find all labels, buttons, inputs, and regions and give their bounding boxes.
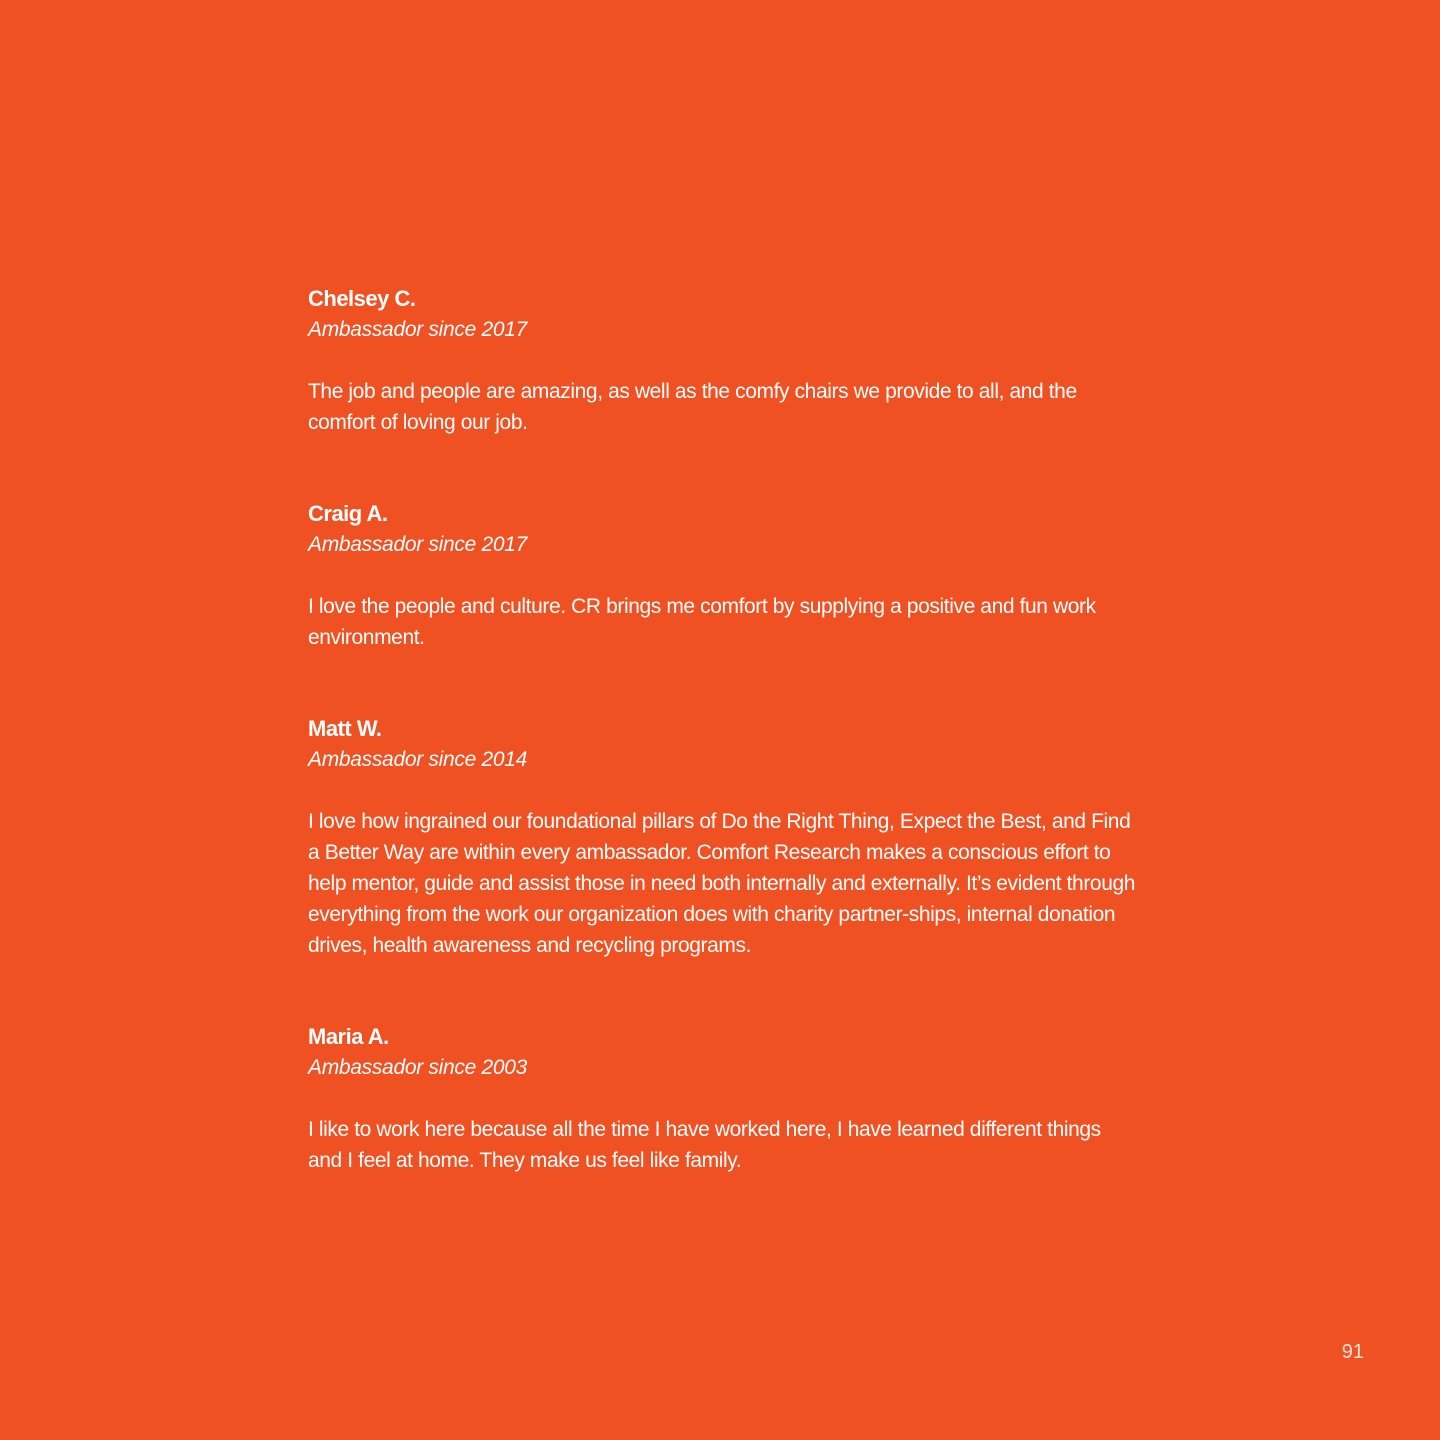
testimonial-name: Chelsey C.	[308, 286, 416, 311]
testimonial-name: Matt W.	[308, 716, 382, 741]
testimonial-since: Ambassador since 2017	[308, 533, 527, 556]
testimonials-list	[308, 283, 1138, 1236]
testimonial-quote: I like to work here because all the time I have worked here, I have learned different things and I feel at home. They make us feel like family.	[308, 1118, 1101, 1172]
testimonial-since: Ambassador since 2017	[308, 318, 527, 341]
testimonial-quote: I love how ingrained our foundational pillars of Do the Right Thing, Expect the Best, and Find a Better Way are within every ambassador. Comfort Research makes a conscious effort to help mentor, guide and assist those in need both internally and externally. It’s evident through everything from the work our organization does with charity partner-ships, internal donation drives, health awareness and recycling programs.	[308, 810, 1136, 957]
testimonial-chelsey	[308, 283, 1138, 438]
testimonial-craig	[308, 498, 1138, 653]
testimonial-maria	[308, 1021, 1138, 1176]
page-number: 91	[1341, 1341, 1364, 1363]
testimonial-name: Craig A.	[308, 501, 388, 526]
testimonial-since: Ambassador since 2003	[308, 1056, 527, 1079]
testimonial-name: Maria A.	[308, 1024, 389, 1049]
testimonial-matt	[308, 713, 1138, 961]
testimonial-since: Ambassador since 2014	[308, 748, 527, 771]
testimonial-quote: I love the people and culture. CR brings me comfort by supplying a positive and fun work environment.	[308, 595, 1096, 649]
testimonial-quote: The job and people are amazing, as well as the comfy chairs we provide to all, and the comfort of loving our job.	[308, 380, 1077, 434]
